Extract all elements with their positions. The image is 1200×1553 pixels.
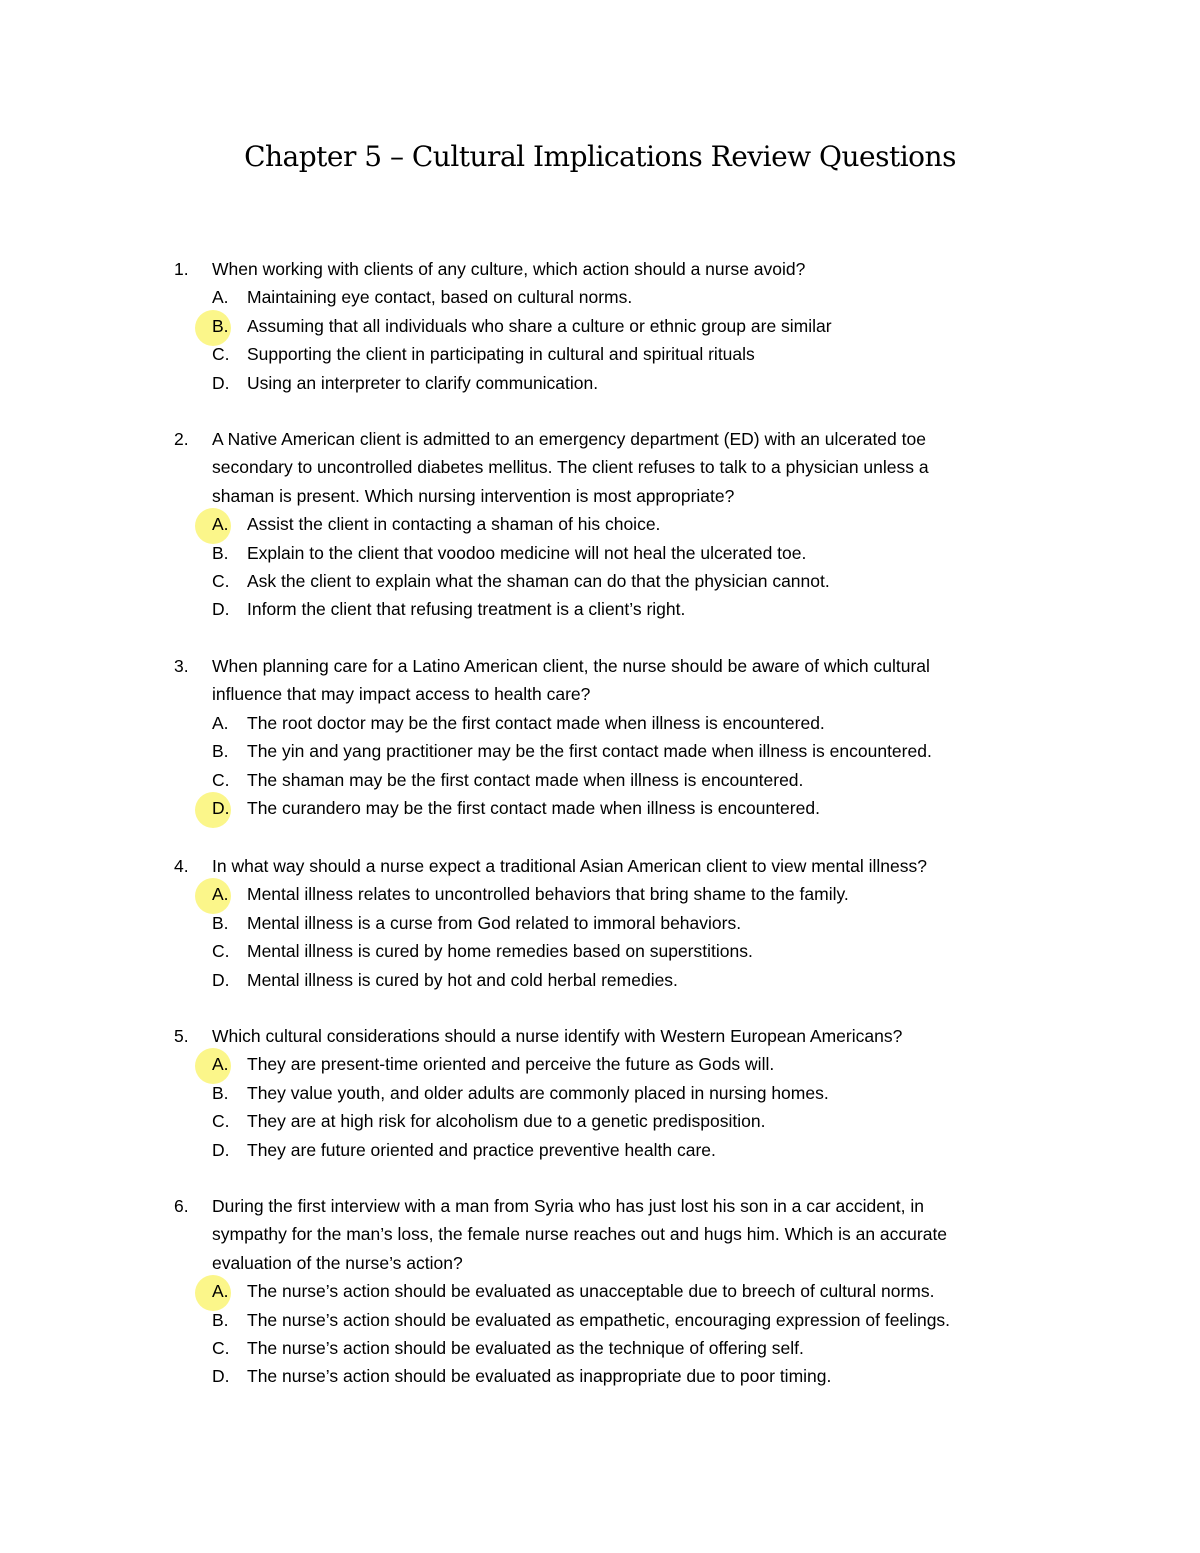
question-stem-line xyxy=(0,255,1200,283)
question-3 xyxy=(0,652,1200,822)
option-text: Maintaining eye contact, based on cultural norms. xyxy=(247,287,633,308)
option-text: The nurse’s action should be evaluated as the technique of offering self. xyxy=(247,1337,804,1358)
option-letter: C. xyxy=(212,1337,230,1358)
question-stem-line xyxy=(0,482,1200,510)
answer-option xyxy=(0,709,1200,737)
question-stem-text: influence that may impact access to health care? xyxy=(212,684,591,705)
question-stem-text: secondary to uncontrolled diabetes mellitus. The client refuses to talk to a physician unless a xyxy=(212,457,929,478)
option-letter: C. xyxy=(212,1111,230,1132)
question-stem-text: When planning care for a Latino American client, the nurse should be aware of which cultural xyxy=(212,656,930,676)
question-stem-text: During the first interview with a man from Syria who has just lost his son in a car accident, in xyxy=(212,1196,924,1216)
answer-option xyxy=(0,1136,1200,1164)
answer-option xyxy=(0,1306,1200,1334)
answer-option xyxy=(0,1362,1200,1390)
question-stem-line xyxy=(0,680,1200,708)
answer-option xyxy=(0,1079,1200,1107)
option-text: Using an interpreter to clarify communication. xyxy=(247,372,599,393)
option-letter: C. xyxy=(212,344,230,365)
question-stem-line xyxy=(0,852,1200,880)
answer-option xyxy=(0,1334,1200,1362)
question-number: 2. xyxy=(174,429,189,449)
option-letter: A. xyxy=(212,1281,229,1302)
question-stem-text: In what way should a nurse expect a traditional Asian American client to view mental illness? xyxy=(212,856,927,876)
option-letter: D. xyxy=(212,969,230,990)
option-text: Supporting the client in participating in cultural and spiritual rituals xyxy=(247,344,755,365)
question-5 xyxy=(0,1022,1200,1164)
answer-option xyxy=(0,966,1200,994)
question-number: 6. xyxy=(174,1196,189,1216)
option-letter: B. xyxy=(212,912,229,933)
option-text: The nurse’s action should be evaluated as empathetic, encouraging expression of feelings. xyxy=(247,1309,951,1330)
option-letter: A. xyxy=(212,884,229,905)
answer-option xyxy=(0,283,1200,311)
page-title: Chapter 5 – Cultural Implications Review Questions xyxy=(244,140,956,173)
answer-option xyxy=(0,937,1200,965)
option-text: Inform the client that refusing treatment is a client’s right. xyxy=(247,599,686,620)
option-letter: A. xyxy=(212,287,229,308)
question-number: 4. xyxy=(174,856,189,876)
option-text: Assist the client in contacting a shaman of his choice. xyxy=(247,514,661,535)
option-letter: D. xyxy=(212,1139,230,1160)
option-letter: B. xyxy=(212,1082,229,1103)
option-letter: D. xyxy=(212,1366,230,1387)
question-6 xyxy=(0,1192,1200,1391)
option-text: They value youth, and older adults are commonly placed in nursing homes. xyxy=(247,1082,829,1103)
option-text: Mental illness is cured by home remedies based on superstitions. xyxy=(247,941,753,962)
question-stem-text: shaman is present. Which nursing intervention is most appropriate? xyxy=(212,485,735,506)
question-number: 1. xyxy=(174,259,189,279)
option-letter: B. xyxy=(212,315,229,336)
answer-option xyxy=(0,880,1200,908)
question-stem-text: Which cultural considerations should a nurse identify with Western European Americans? xyxy=(212,1026,903,1046)
option-text: Mental illness is a curse from God related to immoral behaviors. xyxy=(247,912,742,933)
option-text: Explain to the client that voodoo medicine will not heal the ulcerated toe. xyxy=(247,542,807,563)
answer-option xyxy=(0,1107,1200,1135)
question-stem-text: evaluation of the nurse’s action? xyxy=(212,1252,463,1273)
option-letter: C. xyxy=(212,769,230,790)
option-text: They are at high risk for alcoholism due to a genetic predisposition. xyxy=(247,1111,766,1132)
option-text: The nurse’s action should be evaluated as inappropriate due to poor timing. xyxy=(247,1366,832,1387)
option-letter: D. xyxy=(212,372,230,393)
answer-option xyxy=(0,794,1200,822)
option-letter: B. xyxy=(212,1309,229,1330)
option-letter: A. xyxy=(212,1054,229,1075)
question-4 xyxy=(0,852,1200,994)
option-letter: C. xyxy=(212,941,230,962)
answer-option xyxy=(0,510,1200,538)
option-text: They are future oriented and practice preventive health care. xyxy=(247,1139,716,1160)
answer-option xyxy=(0,1277,1200,1305)
option-letter: D. xyxy=(212,797,230,818)
option-text: Mental illness is cured by hot and cold herbal remedies. xyxy=(247,969,678,990)
answer-option xyxy=(0,567,1200,595)
question-stem-line xyxy=(0,425,1200,453)
answer-option xyxy=(0,539,1200,567)
option-text: The root doctor may be the first contact made when illness is encountered. xyxy=(247,712,825,733)
option-text: The curandero may be the first contact made when illness is encountered. xyxy=(247,797,820,818)
question-1 xyxy=(0,255,1200,397)
option-text: The shaman may be the first contact made when illness is encountered. xyxy=(247,769,804,790)
option-letter: B. xyxy=(212,741,229,762)
option-letter: A. xyxy=(212,712,229,733)
option-letter: A. xyxy=(212,514,229,535)
answer-option xyxy=(0,369,1200,397)
question-stem-line xyxy=(0,652,1200,680)
option-text: The nurse’s action should be evaluated as unacceptable due to breech of cultural norms. xyxy=(247,1281,935,1302)
option-text: The yin and yang practitioner may be the first contact made when illness is encountered. xyxy=(247,741,932,762)
option-letter: B. xyxy=(212,542,229,563)
answer-option xyxy=(0,312,1200,340)
answer-option xyxy=(0,595,1200,623)
question-stem-text: When working with clients of any culture, which action should a nurse avoid? xyxy=(212,259,806,279)
option-text: Ask the client to explain what the shaman can do that the physician cannot. xyxy=(247,570,830,591)
question-number: 3. xyxy=(174,656,189,676)
question-stem-line xyxy=(0,1249,1200,1277)
question-stem-line xyxy=(0,1022,1200,1050)
option-text: They are present-time oriented and perceive the future as Gods will. xyxy=(247,1054,775,1075)
question-stem-text: A Native American client is admitted to an emergency department (ED) with an ulcerated toe xyxy=(212,429,926,449)
answer-option xyxy=(0,766,1200,794)
question-stem-line xyxy=(0,1192,1200,1220)
question-2 xyxy=(0,425,1200,624)
question-stem-line xyxy=(0,453,1200,481)
answer-option xyxy=(0,1050,1200,1078)
option-letter: C. xyxy=(212,570,230,591)
answer-option xyxy=(0,340,1200,368)
answer-option xyxy=(0,737,1200,765)
answer-option xyxy=(0,909,1200,937)
question-stem-text: sympathy for the man’s loss, the female nurse reaches out and hugs him. Which is an accurate xyxy=(212,1224,948,1245)
option-text: Mental illness relates to uncontrolled behaviors that bring shame to the family. xyxy=(247,884,849,905)
option-text: Assuming that all individuals who share a culture or ethnic group are similar xyxy=(247,315,832,336)
question-stem-line xyxy=(0,1220,1200,1248)
option-letter: D. xyxy=(212,599,230,620)
question-number: 5. xyxy=(174,1026,189,1046)
